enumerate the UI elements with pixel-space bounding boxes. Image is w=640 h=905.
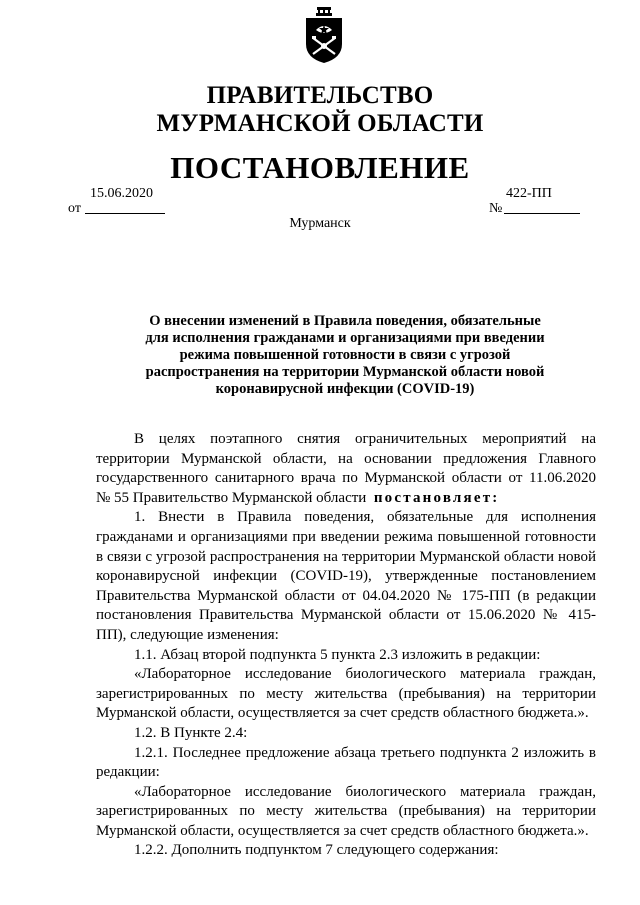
body-line: в связи с угрозой распространения на территории Мурманской области новой: [96, 548, 596, 565]
body-line: 1.2.1. Последнее предложение абзаца третьего подпункта 2 изложить в: [134, 744, 596, 761]
document-city: Мурманск: [289, 216, 351, 231]
body-line: коронавирусной инфекции (COVID-19), утвержденные постановлением: [96, 568, 596, 585]
body-line: Мурманской области, осуществляется за счет средств областного бюджета.».: [96, 822, 589, 839]
body-line: Правительства Мурманской области от 04.04.2020 № 175-ПП (в редакции: [96, 587, 596, 604]
body-line: территории Мурманской области, на основании предложения Главного: [96, 450, 596, 467]
resolves-keyword: постановляет:: [373, 489, 500, 506]
body-line: зарегистрированных по месту жительства (пребывания) на территории: [96, 685, 596, 702]
body-line: «Лабораторное исследование биологического материала граждан,: [134, 666, 596, 683]
body-line: государственного санитарного врача по Мурманской области от 11.06.2020: [96, 470, 596, 487]
number-underline: [504, 213, 580, 214]
document-body: [96, 430, 596, 861]
body-line: редакции:: [96, 764, 160, 781]
body-line: 1.2. В Пункте 2.4:: [134, 724, 248, 741]
document-date: 15.06.2020: [90, 186, 153, 201]
body-line: 1.1. Абзац второй подпункта 5 пункта 2.3 изложить в редакции:: [134, 646, 541, 663]
body-line: [96, 489, 596, 509]
body-line: зарегистрированных по месту жительства (пребывания) на территории: [96, 803, 596, 820]
body-text: № 55 Правительство Мурманской области: [96, 489, 367, 506]
number-prefix: №: [489, 201, 503, 216]
body-line: В целях поэтапного снятия ограничительных мероприятий на: [134, 431, 596, 447]
org-name-line-1: ПРАВИТЕЛЬСТВО: [206, 82, 434, 109]
date-prefix: от: [68, 201, 81, 216]
body-line: «Лабораторное исследование биологического материала граждан,: [134, 783, 596, 800]
document-subject: [120, 313, 570, 398]
coat-of-arms-icon: [304, 6, 344, 64]
subject-line: О внесении изменений в Правила поведения, обязательные: [149, 313, 541, 329]
subject-line: распространения на территории Мурманской области новой: [145, 364, 545, 380]
document-type-title: ПОСТАНОВЛЕНИЕ: [170, 150, 470, 185]
subject-line: для исполнения гражданами и организациями при введении: [145, 330, 545, 346]
subject-line: режима повышенной готовности в связи с угрозой: [179, 347, 511, 363]
body-line: 1. Внести в Правила поведения, обязательные для исполнения: [134, 509, 596, 526]
body-line: постановления Правительства Мурманской области от 15.06.2020 № 415-: [96, 607, 596, 624]
org-name-line-2: МУРМАНСКОЙ ОБЛАСТИ: [156, 110, 484, 137]
body-line: 1.2.2. Дополнить подпунктом 7 следующего содержания:: [134, 842, 499, 859]
document-number: 422-ПП: [506, 186, 552, 201]
body-line: ПП), следующие изменения:: [96, 626, 279, 643]
body-line: Мурманской области, осуществляется за счет средств областного бюджета.».: [96, 705, 589, 722]
body-line: гражданами и организациями при введении режима повышенной готовности: [96, 528, 596, 545]
subject-line: коронавирусной инфекции (COVID-19): [215, 381, 475, 397]
date-underline: [85, 213, 165, 214]
